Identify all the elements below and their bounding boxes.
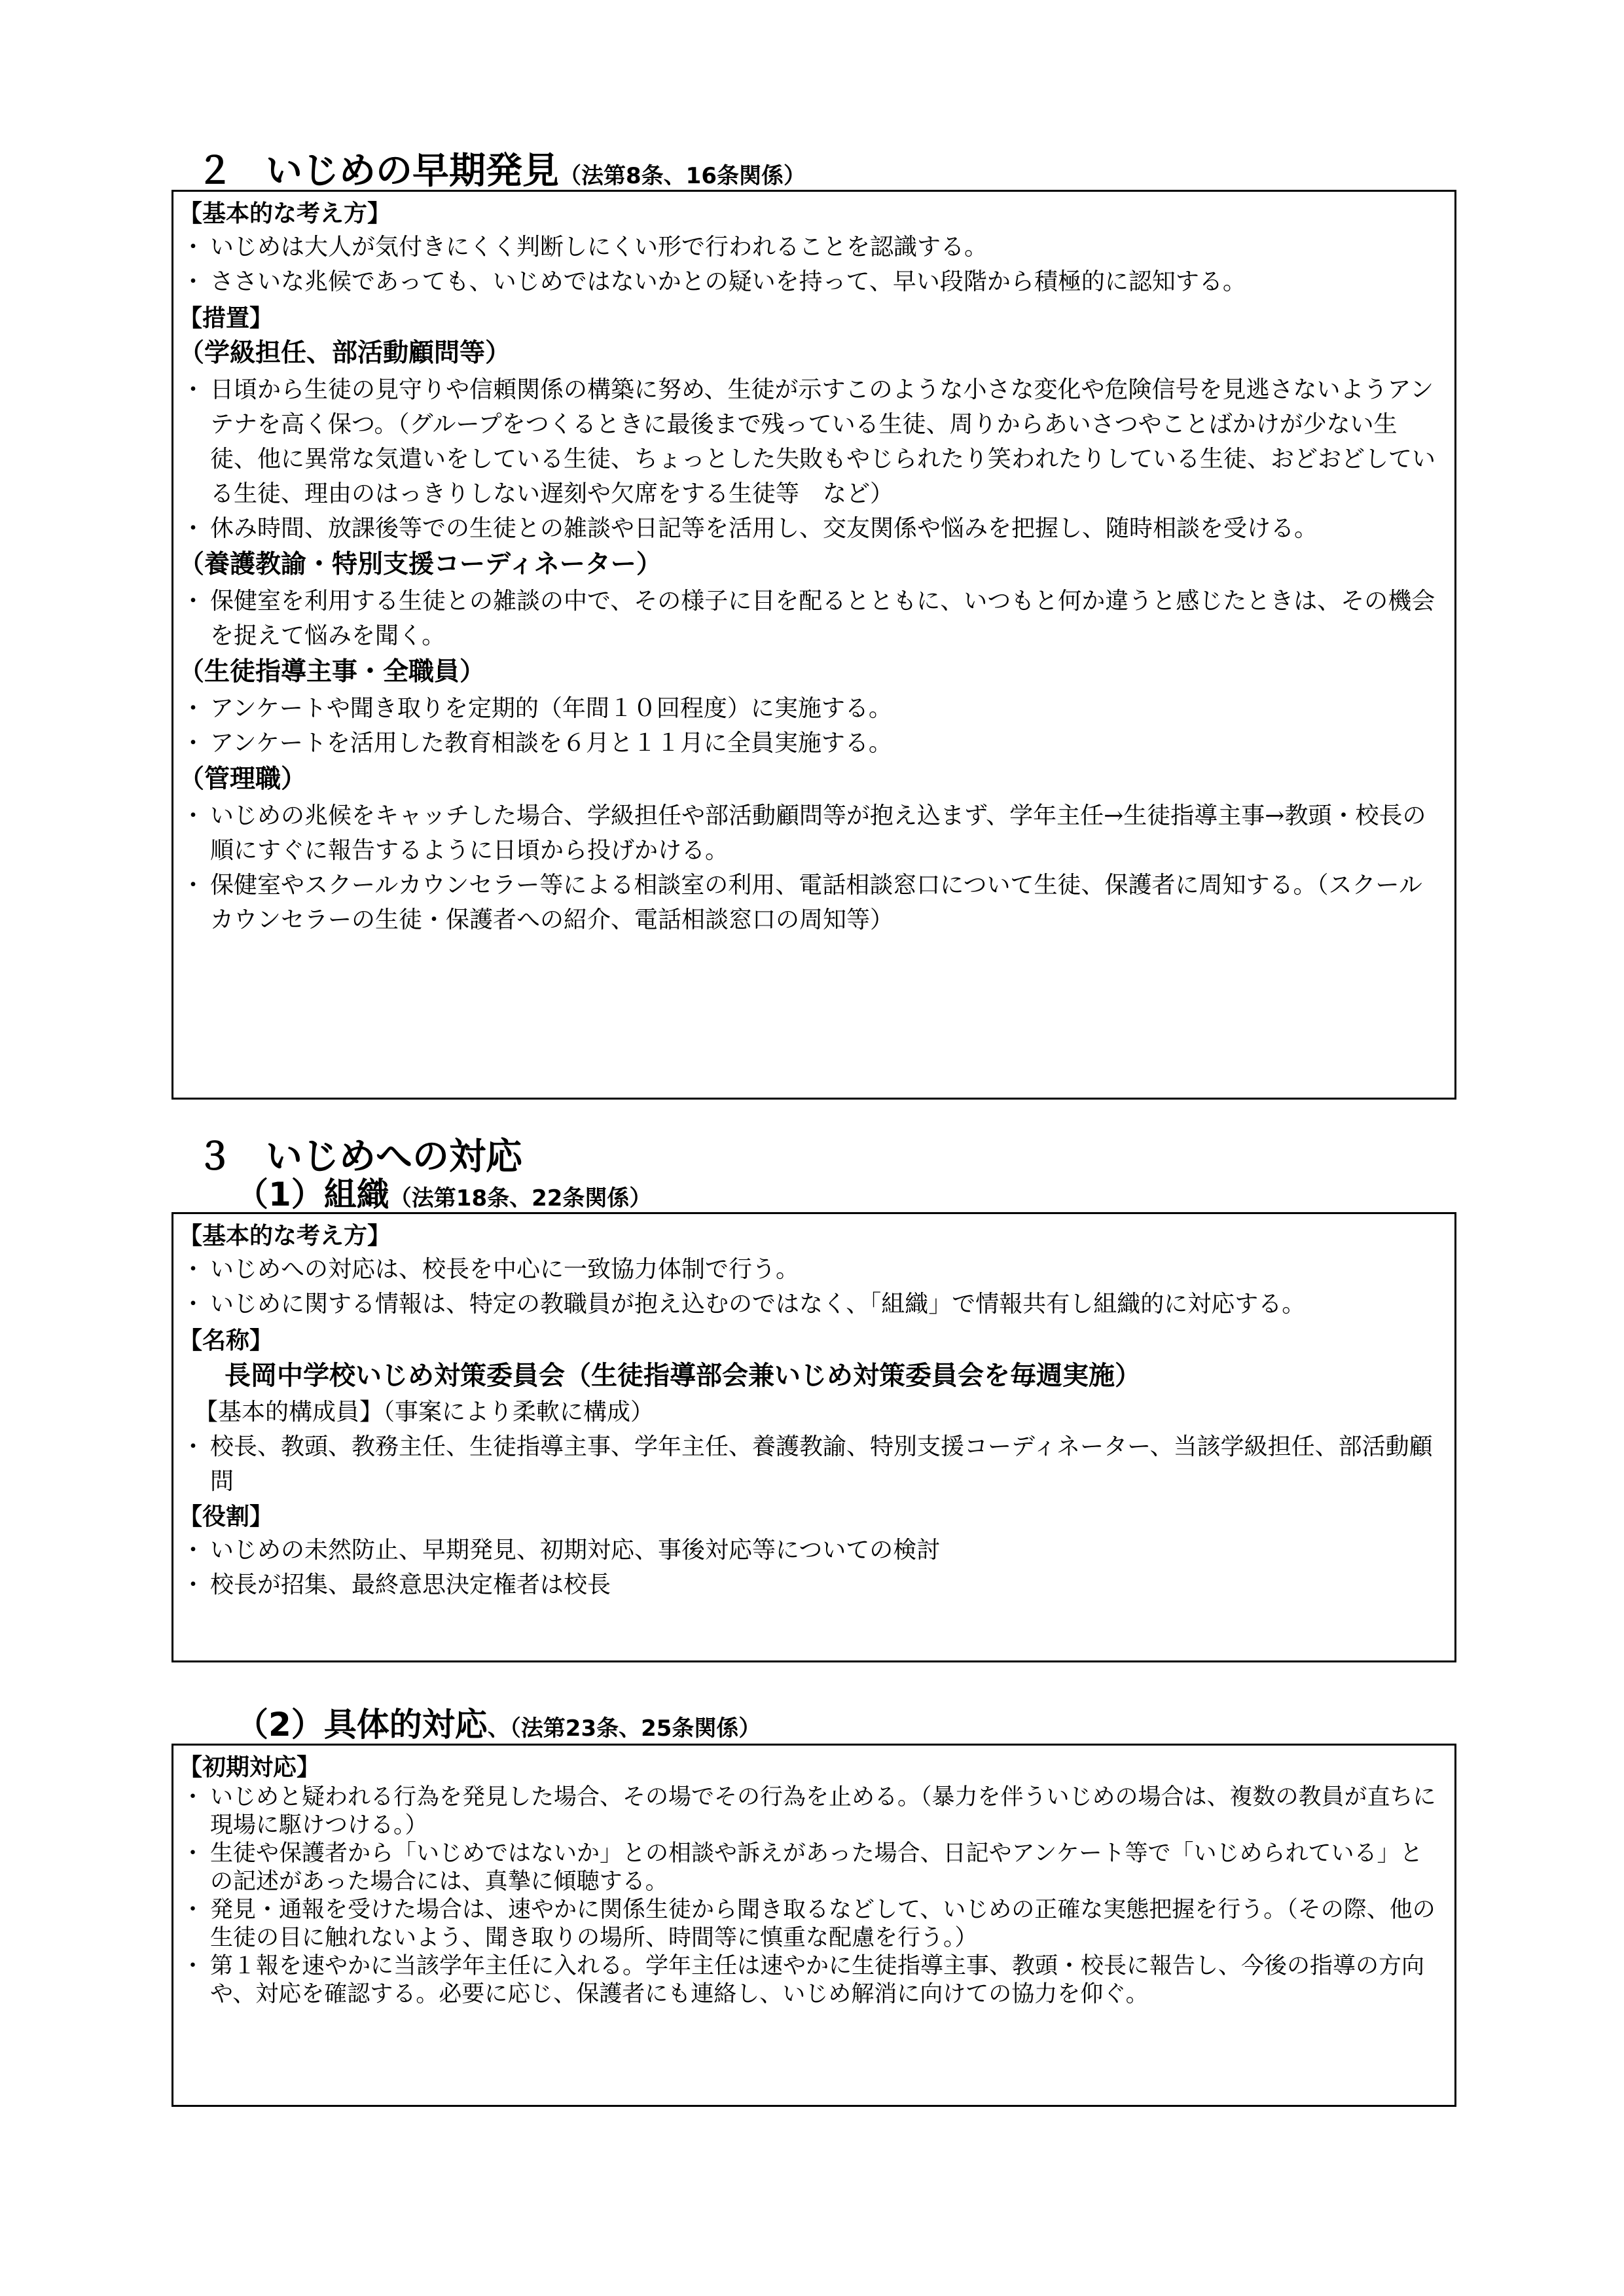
list-item: ・ アンケートや聞き取りを定期的（年間１０回程度）に実施する。 <box>179 691 1443 726</box>
initial-response-box <box>171 1744 1456 2107</box>
group-title: （管理職） <box>179 764 307 794</box>
list-item: ・ 校長が招集、最終意思決定権者は校長 <box>179 1568 1443 1602</box>
list-item: ・ いじめの兆候をキャッチした場合、学級担任や部活動顧問等が抱え込まず、学年主任→生徒指導主事→教頭・校長の順にすぐに報告するように日頃から投げかける。 <box>179 798 1443 868</box>
law-reference: （法第18条、22条関係） <box>389 1185 652 1211</box>
list-item: ・ 校長、教頭、教務主任、生徒指導主事、学年主任、養護教諭、特別支援コーディネーター、当該学級担任、部活動顧問 <box>179 1429 1443 1499</box>
role-header: 【役割】 <box>179 1503 274 1530</box>
list-item: ・ 第１報を速やかに当該学年主任に入れる。学年主任は速やかに生徒指導主事、教頭・校長に報告し、今後の指導の方向や、対応を確認する。必要に応じ、保護者にも連絡し、いじめ解消に向けての協力を仰ぐ。 <box>179 1952 1443 2009</box>
list-item: ・ アンケートを活用した教育相談を６月と１１月に全員実施する。 <box>179 726 1443 761</box>
list-item: ・ 日頃から生徒の見守りや信頼関係の構築に努め、生徒が示すこのような小さな変化や危険信号を見逃さないようアンテナを高く保つ。（グループをつくるときに最後まで残っている生徒、周りからあいさつやことばかけが少ない生徒、他に異常な気遣いをしている生徒、ちょっとした失敗もやじられたり笑われたりしている生徒、おどおどしている生徒、理由のはっきりしない遅刻や欠席をする生徒等 など） <box>179 372 1443 511</box>
section-title: いじめへの対応 <box>266 1136 522 1178</box>
group-title: （学級担任、部活動顧問等） <box>179 338 511 368</box>
list-item: ・ いじめの未然防止、早期発見、初期対応、事後対応等についての検討 <box>179 1533 1443 1568</box>
list-item: ・ いじめは大人が気付きにくく判断しにくい形で行われることを認識する。 <box>179 230 1443 264</box>
list-item: ・ 発見・通報を受けた場合は、速やかに関係生徒から聞き取るなどして、いじめの正確な実態把握を行う。（その際、他の生徒の目に触れないよう、聞き取りの場所、時間等に慎重な配慮を行う。） <box>179 1896 1443 1952</box>
response-heading <box>236 1706 761 1744</box>
list-item: ・ 生徒や保護者から「いじめではないか」との相談や訴えがあった場合、日記やアンケート等で「いじめられている」との記述があった場合には、真摯に傾聴する。 <box>179 1840 1443 1896</box>
section-2-heading <box>196 150 806 192</box>
list-item: ・ いじめへの対応は、校長を中心に一致協力体制で行う。 <box>179 1252 1443 1287</box>
subsection-title: （2）具体的対応 <box>236 1706 488 1744</box>
organization-box <box>171 1212 1456 1662</box>
initial-response-header: 【初期対応】 <box>179 1754 321 1781</box>
section-3-heading <box>196 1136 522 1178</box>
list-item: ・ 休み時間、放課後等での生徒との雑談や日記等を活用し、交友関係や悩みを把握し、随時相談を受ける。 <box>179 511 1443 546</box>
list-item: ・ いじめと疑われる行為を発見した場合、その場でその行為を止める。（暴力を伴ういじめの場合は、複数の教員が直ちに現場に駆けつける。） <box>179 1784 1443 1840</box>
members-note: 【基本的構成員】（事案により柔軟に構成） <box>194 1399 655 1426</box>
committee-name: 長岡中学校いじめ対策委員会（生徒指導部会兼いじめ対策委員会を毎週実施） <box>225 1361 1141 1391</box>
section-title: いじめの早期発見 <box>266 150 559 192</box>
list-item: ・ ささいな兆候であっても、いじめではないかとの疑いを持って、早い段階から積極的に認知する。 <box>179 264 1443 299</box>
measures-header: 【措置】 <box>179 305 274 332</box>
subsection-title: （1）組織 <box>236 1175 389 1213</box>
group-title: （養護教諭・特別支援コーディネーター） <box>179 550 662 579</box>
law-reference: （法第8条、16条関係） <box>559 163 806 189</box>
list-item: ・ 保健室やスクールカウンセラー等による相談室の利用、電話相談窓口について生徒、保護者に周知する。（スクールカウンセラーの生徒・保護者への紹介、電話相談窓口の周知等） <box>179 868 1443 937</box>
list-item: ・ いじめに関する情報は、特定の教職員が抱え込むのではなく、「組織」で情報共有し組織的に対応する。 <box>179 1287 1443 1321</box>
name-header: 【名称】 <box>179 1327 274 1354</box>
organization-heading <box>236 1175 652 1213</box>
basic-approach-header: 【基本的な考え方】 <box>179 200 391 227</box>
group-title: （生徒指導主事・全職員） <box>179 657 486 687</box>
early-detection-box <box>171 190 1456 1100</box>
law-reference: 、（法第23条、25条関係） <box>487 1715 761 1742</box>
basic-approach-header: 【基本的な考え方】 <box>179 1223 391 1249</box>
section-number: ３ <box>196 1136 233 1178</box>
list-item: ・ 保健室を利用する生徒との雑談の中で、その様子に目を配るとともに、いつもと何か違うと感じたときは、その機会を捉えて悩みを聞く。 <box>179 584 1443 653</box>
section-number: ２ <box>196 150 233 192</box>
